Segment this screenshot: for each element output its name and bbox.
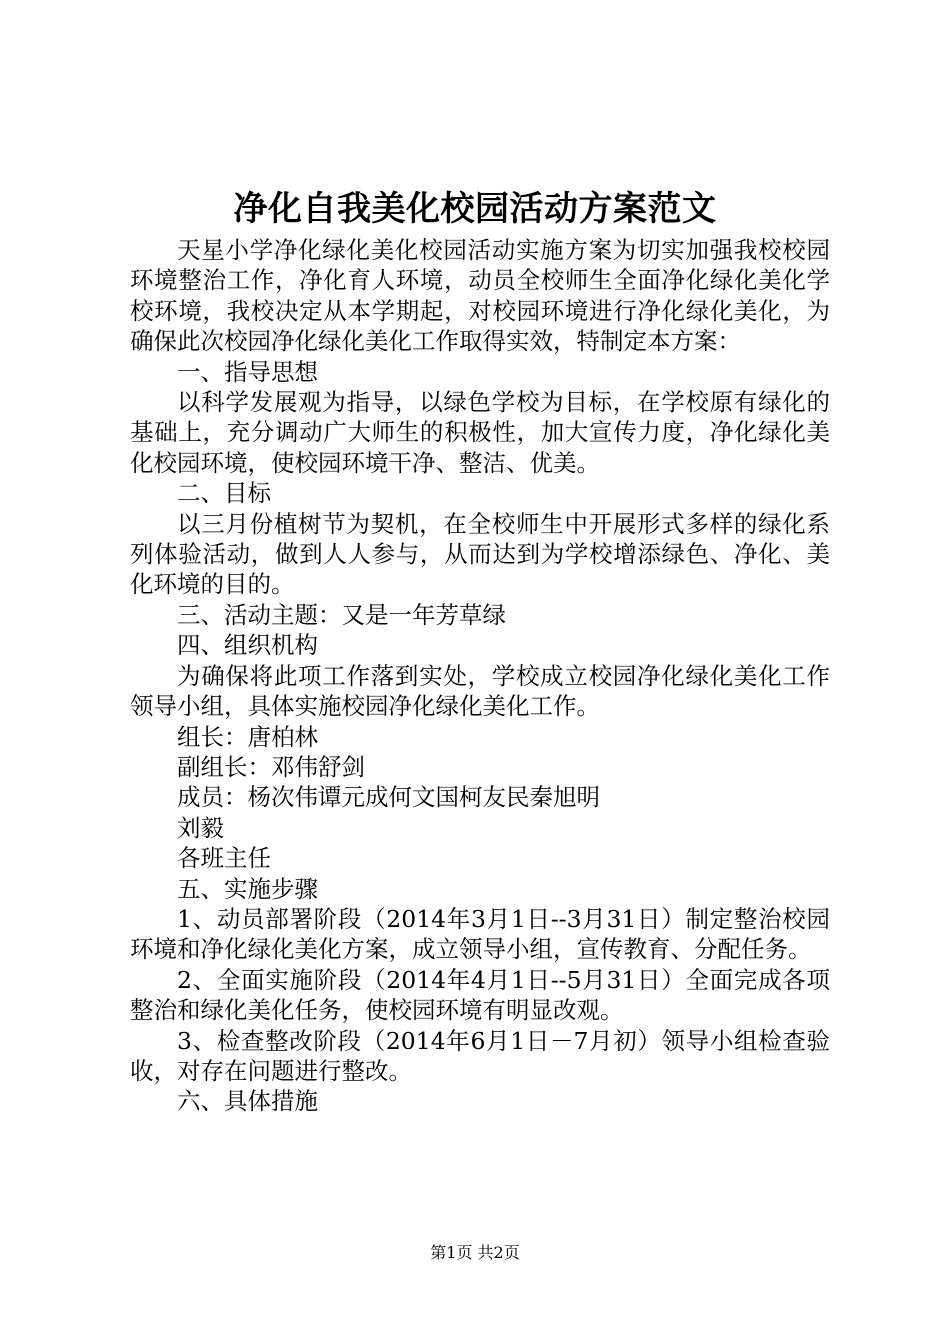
page-footer: 第1页 共2页: [430, 1243, 520, 1262]
members-line: 成员：杨次伟谭元成何文国柯友民秦旭明: [177, 783, 600, 812]
section-heading-activity-theme: 三、活动主题：又是一年芳草绿: [177, 600, 506, 629]
step-3-paragraph: 3、检查整改阶段（2014年6月1日－7月初）领导小组检查验收，对存在问题进行整改。: [130, 1026, 830, 1085]
document-title: 净化自我美化校园活动方案范文: [233, 189, 717, 229]
class-teachers-line: 各班主任: [177, 844, 271, 873]
organization-paragraph: 为确保将此项工作落到实处，学校成立校园净化绿化美化工作领导小组，具体实施校园净化绿化美化工作。: [130, 661, 830, 721]
guiding-ideology-paragraph: 以科学发展观为指导，以绿色学校为目标，在学校原有绿化的基础上，充分调动广大师生的积极性，加大宣传力度，净化绿化美化校园环境，使校园环境干净、整洁、优美。: [130, 388, 830, 477]
deputy-leader-line: 副组长：邓伟舒剑: [177, 752, 365, 781]
step-2-paragraph: 2、全面实施阶段（2014年4月1日--5月31日）全面完成各项整治和绿化美化任务，使校园环境有明显改观。: [130, 965, 830, 1025]
intro-paragraph: 天星小学净化绿化美化校园活动实施方案为切实加强我校校园环境整治工作，净化育人环境，动员全校师生全面净化绿化美化学校环境，我校决定从本学期起，对校园环境进行净化绿化美化，为确保此次校园净化绿化美化工作取得实效，特制定本方案：: [130, 236, 830, 356]
document-body: [130, 235, 830, 1117]
section-heading-goals: 二、目标: [177, 479, 271, 508]
section-heading-guiding-ideology: 一、指导思想: [177, 357, 318, 386]
step-1-paragraph: 1、动员部署阶段（2014年3月1日--3月31日）制定整治校园环境和净化绿化美化方案，成立领导小组，宣传教育、分配任务。: [130, 904, 830, 964]
section-heading-specific-measures: 六、具体措施: [177, 1087, 318, 1116]
members-continuation-line: 刘毅: [177, 813, 224, 842]
goals-paragraph: 以三月份植树节为契机，在全校师生中开展形式多样的绿化系列体验活动，做到人人参与，从而达到为学校增添绿色、净化、美化环境的目的。: [130, 509, 830, 599]
section-heading-organization: 四、组织机构: [177, 631, 318, 660]
section-heading-implementation-steps: 五、实施步骤: [177, 874, 318, 903]
team-leader-line: 组长：唐柏林: [177, 722, 318, 751]
